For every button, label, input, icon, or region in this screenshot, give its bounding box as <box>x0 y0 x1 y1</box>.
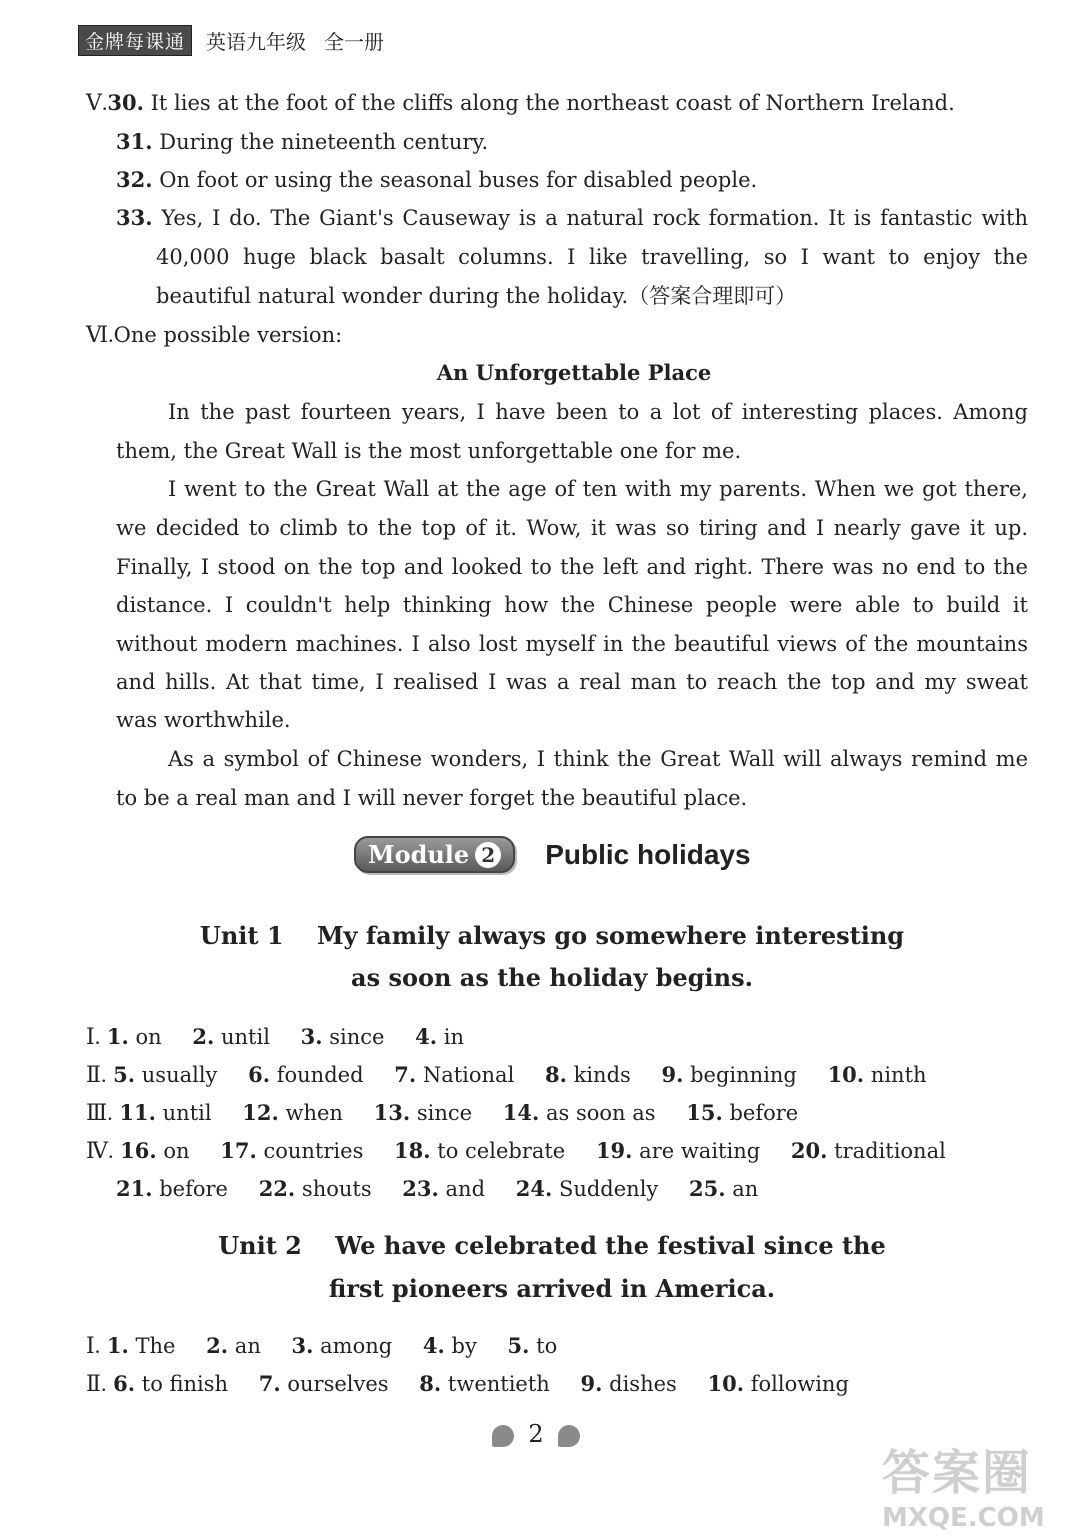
answer-text: It lies at the foot of the cliffs along the northeast coast of Northern Ireland. <box>150 91 955 115</box>
answer-33-line2: 40,000 huge black basalt columns. I like travelling, so I want to enjoy the <box>156 245 1028 269</box>
module-number: 2 <box>475 842 501 868</box>
watermark-url: MXQE.COM <box>882 1503 1045 1533</box>
section-roman: Ⅱ. <box>86 1371 107 1396</box>
item-answer: to celebrate <box>437 1139 566 1163</box>
item-answer: on <box>135 1025 162 1049</box>
item-answer: dishes <box>609 1372 677 1396</box>
item-number: 1. <box>106 1024 129 1049</box>
item-number: 10. <box>827 1062 865 1087</box>
item-number: 4. <box>422 1333 445 1358</box>
item-answer: kinds <box>573 1063 631 1087</box>
item-answer: usually <box>141 1063 218 1087</box>
item-number: 22. <box>258 1176 296 1201</box>
unit1-title-line2: as soon as the holiday begins. <box>351 963 753 992</box>
answer-30 <box>86 88 955 118</box>
essay-line: In the past fourteen years, I have been to a lot of interesting places. Among <box>168 400 1028 424</box>
item-answer: are waiting <box>639 1139 761 1163</box>
item-number: 1. <box>106 1333 129 1358</box>
unit2-row-2 <box>86 1369 873 1399</box>
essay-line: to be a real man and I will never forget the beautiful place. <box>116 786 748 810</box>
essay-line: was worthwhile. <box>116 708 291 732</box>
item-number: 6. <box>248 1062 271 1087</box>
item-answer: founded <box>276 1063 364 1087</box>
item-number: 21. <box>116 1176 153 1201</box>
item-answer: twentieth <box>447 1372 550 1396</box>
section-roman: Ⅰ. <box>86 1333 101 1358</box>
item-number: 2. <box>192 1024 215 1049</box>
section-roman: Ⅲ. <box>86 1100 113 1125</box>
module-heading <box>354 836 751 873</box>
item-number: 23. <box>402 1176 439 1201</box>
unit2-title-line1: Unit 2 We have celebrated the festival since the <box>218 1231 886 1260</box>
section-roman: Ⅳ. <box>86 1138 114 1163</box>
answer-33-line1 <box>116 203 1028 233</box>
item-number: 19. <box>595 1138 633 1163</box>
item-answer: beginning <box>690 1063 797 1087</box>
item-answer: shouts <box>301 1177 372 1201</box>
item-number: 12. <box>242 1100 279 1125</box>
page-header <box>78 26 402 54</box>
item-number: 8. <box>419 1371 442 1396</box>
item-number: 4. <box>415 1024 438 1049</box>
item-answer: by <box>451 1334 477 1358</box>
header-subject <box>206 26 402 55</box>
answer-text: Yes, I do. The Giant's Causeway is a natural rock formation. It is fantastic with <box>161 206 1028 230</box>
item-answer: to <box>536 1334 558 1358</box>
item-number: 5. <box>507 1333 530 1358</box>
item-number: 11. <box>119 1100 156 1125</box>
item-answer: ourselves <box>287 1372 389 1396</box>
module-label: Module <box>368 840 470 869</box>
essay-line: we decided to climb to the top of it. Wow, it was so tiring and I nearly gave it up. <box>116 516 1028 540</box>
item-number: 24. <box>515 1176 553 1201</box>
question-number: 33. <box>116 205 153 230</box>
essay-title: An Unforgettable Place <box>436 360 712 385</box>
answer-text: On foot or using the seasonal buses for disabled people. <box>159 168 758 192</box>
item-answer: ninth <box>870 1063 927 1087</box>
item-answer: following <box>750 1372 849 1396</box>
question-number: 32. <box>116 167 153 192</box>
item-answer: before <box>159 1177 228 1201</box>
item-number: 15. <box>686 1100 723 1125</box>
item-number: 9. <box>661 1062 684 1087</box>
item-number: 8. <box>544 1062 567 1087</box>
essay-line: Finally, I stood on the top and looked to the left and right. There was no end to the <box>116 555 1028 579</box>
unit1-title-line1: Unit 1 My family always go somewhere interesting <box>199 921 905 950</box>
item-number: 13. <box>373 1100 411 1125</box>
brand-logo: 金牌每课通 <box>78 25 192 56</box>
module-badge <box>354 836 515 873</box>
item-number: 10. <box>707 1371 745 1396</box>
answer-32 <box>116 165 757 195</box>
item-answer: to finish <box>141 1372 229 1396</box>
item-answer: before <box>729 1101 799 1125</box>
item-number: 25. <box>688 1176 726 1201</box>
item-number: 14. <box>502 1100 540 1125</box>
module-title: Public holidays <box>545 838 751 870</box>
section-roman: Ⅰ. <box>86 1024 101 1049</box>
item-number: 18. <box>394 1138 431 1163</box>
section-roman-v: Ⅴ. <box>86 90 108 115</box>
question-number: 30. <box>107 90 144 115</box>
unit1-row-1 <box>86 1022 488 1052</box>
item-number: 16. <box>120 1138 157 1163</box>
essay-line: and hills. At that time, I realised I was a real man to reach the top and my sweat <box>116 670 1028 694</box>
item-answer: traditional <box>834 1139 946 1163</box>
item-answer: in <box>443 1025 465 1049</box>
unit2-row-1 <box>86 1331 581 1361</box>
item-answer: until <box>162 1101 212 1125</box>
essay-line: them, the Great Wall is the most unforgettable one for me. <box>116 439 742 463</box>
item-answer: among <box>320 1334 393 1358</box>
item-answer: Suddenly <box>558 1177 659 1201</box>
item-number: 9. <box>580 1371 603 1396</box>
leaf-icon <box>492 1425 514 1447</box>
answer-text: During the nineteenth century. <box>159 130 489 154</box>
item-number: 6. <box>113 1371 136 1396</box>
section-roman: Ⅱ. <box>86 1062 107 1087</box>
item-number: 20. <box>790 1138 828 1163</box>
unit1-row-5 <box>116 1174 782 1204</box>
item-answer: when <box>285 1101 343 1125</box>
essay-line: As a symbol of Chinese wonders, I think the Great Wall will always remind me <box>168 747 1028 771</box>
item-number: 2. <box>206 1333 229 1358</box>
item-answer: as soon as <box>546 1101 656 1125</box>
item-answer: on <box>163 1139 190 1163</box>
item-number: 7. <box>258 1371 281 1396</box>
watermark-text: 答案圈 <box>882 1445 1033 1501</box>
item-answer: countries <box>263 1139 364 1163</box>
item-answer: National <box>422 1063 515 1087</box>
watermark <box>882 1434 1058 1533</box>
item-answer: since <box>416 1101 473 1125</box>
essay-line: distance. I couldn't help thinking how the Chinese people were able to build it <box>116 593 1028 617</box>
item-number: 5. <box>113 1062 136 1087</box>
intro-text: One possible version: <box>113 323 343 347</box>
unit1-row-2 <box>86 1060 951 1090</box>
unit2-title-line2: first pioneers arrived in America. <box>328 1274 776 1303</box>
essay-line: I went to the Great Wall at the age of ten with my parents. When we got there, <box>168 477 1028 501</box>
item-number: 3. <box>300 1024 323 1049</box>
unit1-row-4 <box>86 1136 970 1166</box>
page-number: 2 <box>528 1420 544 1448</box>
section-vi-intro <box>86 320 342 350</box>
item-answer: an <box>234 1334 261 1358</box>
item-number: 17. <box>220 1138 257 1163</box>
item-number: 7. <box>394 1062 417 1087</box>
essay-line: without modern machines. I also lost myself in the beautiful views of the mountains <box>116 632 1028 656</box>
question-number: 31. <box>116 129 153 154</box>
item-answer: and <box>445 1177 486 1201</box>
item-answer: an <box>732 1177 759 1201</box>
header-subject-grade: 英语九年级 <box>206 29 307 54</box>
answer-31 <box>116 127 488 157</box>
item-answer: until <box>221 1025 270 1049</box>
item-answer: since <box>329 1025 385 1049</box>
leaf-icon <box>558 1425 580 1447</box>
item-answer: The <box>135 1334 176 1358</box>
answer-33-line3: beautiful natural wonder during the holiday.（答案合理即可） <box>156 284 797 308</box>
unit1-row-3 <box>86 1098 822 1128</box>
header-volume: 全一册 <box>324 29 385 54</box>
item-number: 3. <box>291 1333 314 1358</box>
section-roman-vi: Ⅵ. <box>86 322 114 347</box>
